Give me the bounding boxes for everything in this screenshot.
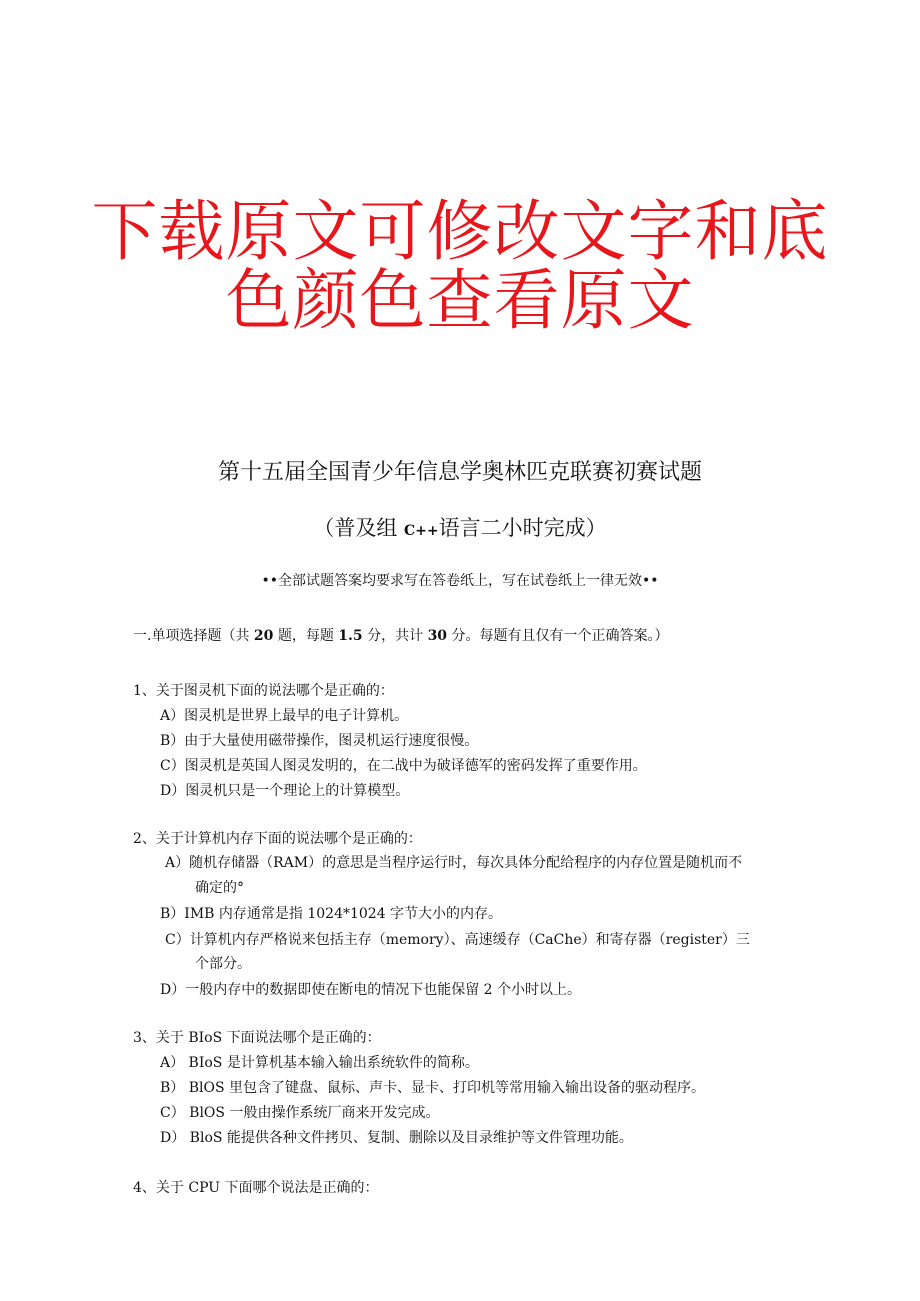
exam-title: 第十五届全国青少年信息学奥林匹克联赛初赛试题	[217, 460, 702, 485]
subtitle-language: C++	[404, 523, 439, 539]
question-1-option-a: A）图灵机是世界上最早的电子计算机。	[160, 708, 409, 724]
section-text-3: 分，共计	[362, 628, 428, 644]
question-3-option-d: D） BloS 能提供各种文件拷贝、复制、删除以及目录维护等文件管理功能。	[160, 1130, 633, 1146]
exam-subtitle	[0, 512, 920, 542]
question-2-option-a: A）随机存储器（RAM）的意思是当程序运行时，每次具体分配给程序的内存位置是随机而不	[165, 855, 743, 871]
question-3-option-a: A） BIoS 是计算机基本输入输出系统软件的简称。	[160, 1055, 479, 1071]
question-1-option-c: C）图灵机是英国人图灵发明的，在二战中为破译德军的密码发挥了重要作用。	[160, 758, 647, 774]
subtitle-prefix: （普及组	[313, 516, 405, 540]
question-3-option-c: C） BlOS 一般由操作系统厂商来开发完成。	[160, 1105, 440, 1121]
question-1-option-d: D）图灵机只是一个理论上的计算模型。	[160, 783, 410, 799]
banner-line-1: 下载原文可修改文字和底	[91, 193, 829, 270]
question-2-option-c-cont: 个部分。	[195, 956, 251, 972]
question-2-option-a-cont: 确定的°	[195, 880, 244, 896]
banner-line-2: 色颜色查看原文	[225, 262, 695, 339]
question-1-stem: 1、关于图灵机下面的说法哪个是正确的：	[133, 683, 394, 699]
question-4-stem: 4、关于 CPU 下面哪个说法是正确的：	[133, 1180, 379, 1196]
question-2-option-b: B）IMB 内存通常是指 1024*1024 字节大小的内存。	[160, 906, 503, 922]
section-text-2: 题，每题	[273, 628, 339, 644]
question-count: 20	[253, 628, 274, 644]
section-heading	[133, 625, 669, 645]
subtitle-suffix: 语言二小时完成）	[438, 516, 607, 540]
question-2-stem: 2、关于计算机内存下面的说法哪个是正确的：	[133, 831, 422, 847]
points-per-question: 1.5	[338, 628, 363, 644]
section-text-1: 一.单项选择题（共	[133, 628, 254, 644]
section-text-4: 分。每题有且仅有一个正确答案。）	[447, 628, 669, 644]
question-3-stem: 3、关于 BIoS 下面说法哪个是正确的：	[133, 1030, 381, 1046]
question-3-option-b: B） BlOS 里包含了键盘、鼠标、声卡、显卡、打印机等常用输入输出设备的驱动程序。	[160, 1080, 706, 1096]
exam-notice: ••全部试题答案均要求写在答卷纸上，写在试卷纸上一律无效••	[261, 573, 659, 589]
question-1-option-b: B）由于大量使用磁带操作，图灵机运行速度很慢。	[160, 733, 479, 749]
question-2-option-c: C）计算机内存严格说来包括主存（memory）、高速缓存（CaChe）和寄存器（register）三	[165, 932, 750, 948]
total-points: 30	[427, 628, 448, 644]
question-2-option-d: D）一般内存中的数据即使在断电的情况下也能保留 2 个小时以上。	[160, 982, 582, 998]
